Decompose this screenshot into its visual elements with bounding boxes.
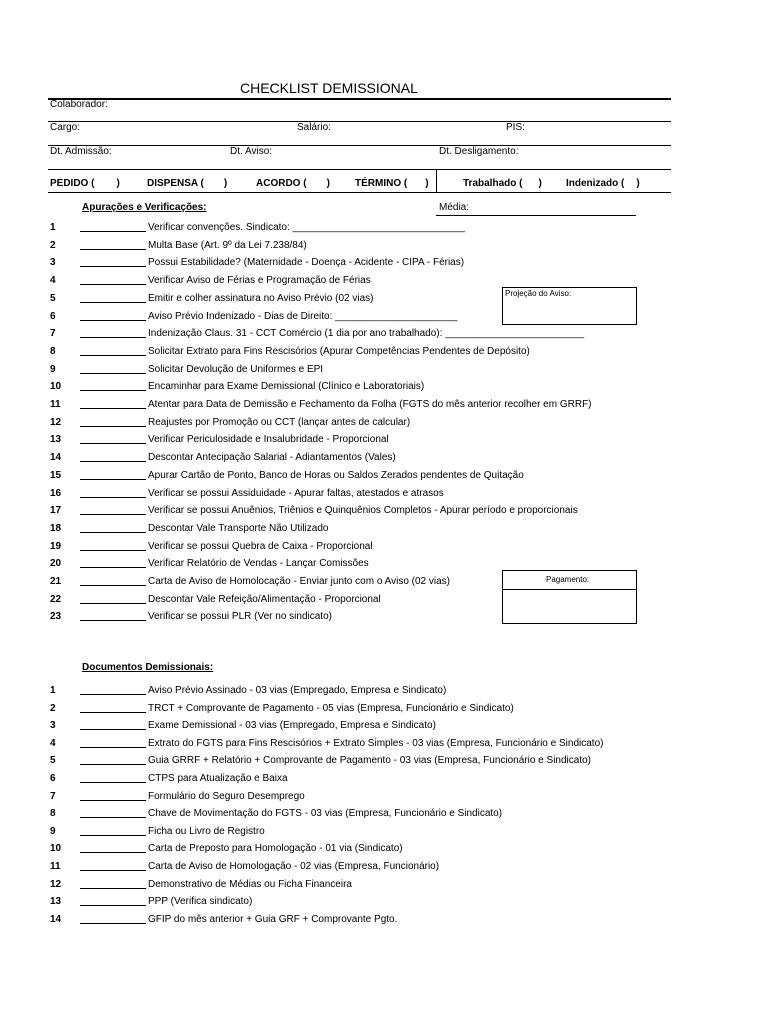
dispensa-option[interactable] — [147, 178, 227, 189]
item-number: 17 — [50, 505, 62, 517]
item-number: 2 — [50, 702, 56, 714]
item-text: Aviso Prévio Indenizado - Dias de Direito: ______________________ — [148, 310, 458, 322]
item-text: Verificar Periculosidade e Insalubridade - Proporcional — [148, 434, 389, 446]
item-number: 11 — [50, 399, 61, 410]
projecao-box[interactable] — [502, 287, 637, 325]
dispensa-label: DISPENSA ( — [147, 178, 204, 189]
list-item — [0, 610, 768, 628]
check-blank[interactable] — [80, 408, 146, 409]
item-text: Chave de Movimentação do FGTS - 03 vias (Empresa, Funcionário e Sindicato) — [148, 808, 503, 820]
list-item — [0, 575, 768, 593]
item-number: 11 — [50, 861, 61, 872]
check-blank[interactable] — [80, 373, 146, 374]
list-item — [0, 860, 768, 878]
item-number: 3 — [50, 257, 56, 269]
item-text: Verificar Relatório de Vendas - Lançar Comissões — [148, 558, 369, 570]
check-blank[interactable] — [80, 747, 146, 748]
check-blank[interactable] — [80, 284, 146, 285]
indenizado-close: ) — [636, 178, 640, 189]
pagamento-divider — [503, 589, 636, 590]
list-item — [0, 878, 768, 896]
item-text: GFIP do mês anterior + Guia GRF + Comprovante Pgto. — [148, 913, 398, 925]
item-text: Carta de Aviso de Homologação - 02 vias (Empresa, Funcionário) — [148, 861, 440, 872]
item-number: 6 — [50, 310, 56, 322]
item-number: 13 — [50, 434, 62, 446]
check-blank[interactable] — [80, 729, 146, 730]
check-blank[interactable] — [80, 712, 146, 713]
check-blank[interactable] — [80, 320, 146, 321]
list-item — [0, 593, 768, 611]
item-number: 4 — [50, 275, 56, 287]
list-item — [0, 292, 768, 310]
item-number: 8 — [50, 808, 56, 820]
item-number: 18 — [50, 522, 62, 534]
item-text: Emitir e colher assinatura no Aviso Prévio (02 vias) — [148, 292, 374, 304]
cargo-label: Cargo: — [50, 122, 81, 133]
check-blank[interactable] — [80, 870, 146, 871]
indenizado-label: Indenizado ( — [566, 178, 625, 189]
colaborador-label: Colaborador: — [50, 99, 108, 110]
check-blank[interactable] — [80, 782, 146, 783]
check-blank[interactable] — [80, 764, 146, 765]
item-number: 19 — [50, 540, 62, 552]
list-item — [0, 274, 768, 292]
item-text: PPP (Verifica sindicato) — [148, 896, 253, 908]
item-number: 23 — [50, 611, 62, 623]
item-text: Verificar se possui Quebra de Caixa - Proporcional — [148, 540, 373, 552]
item-number: 21 — [50, 576, 62, 587]
check-blank[interactable] — [80, 461, 146, 462]
check-blank[interactable] — [80, 567, 146, 568]
list-item — [0, 825, 768, 843]
check-blank[interactable] — [80, 888, 146, 889]
check-blank[interactable] — [80, 249, 146, 250]
check-blank[interactable] — [80, 923, 146, 924]
check-blank[interactable] — [80, 800, 146, 801]
check-blank[interactable] — [80, 694, 146, 695]
list-item — [0, 754, 768, 772]
list-item — [0, 310, 768, 328]
item-number: 1 — [50, 685, 56, 696]
cargo-field-line[interactable] — [48, 145, 671, 146]
list-item — [0, 327, 768, 345]
item-text: Encaminhar para Exame Demissional (Clínico e Laboratoriais) — [148, 381, 425, 393]
list-item — [0, 522, 768, 540]
item-number: 12 — [50, 416, 62, 428]
item-text: Verificar Aviso de Férias e Programação de Férias — [148, 275, 371, 287]
item-text: Carta de Aviso de Homolocação - Enviar junto com o Aviso (02 vias) — [148, 576, 451, 587]
item-text: Verificar se possui Assiduidade - Apurar faltas, atestados e atrasos — [148, 487, 444, 499]
trabalhado-close: ) — [538, 178, 542, 189]
item-text: Formulário do Seguro Desemprego — [148, 790, 305, 802]
item-number: 9 — [50, 825, 56, 837]
check-blank[interactable] — [80, 852, 146, 853]
item-number: 22 — [50, 593, 62, 605]
list-item — [0, 469, 768, 487]
list-item — [0, 540, 768, 558]
dt-desligamento-label: Dt. Desligamento: — [439, 146, 519, 157]
item-number: 4 — [50, 737, 56, 749]
list-item — [0, 239, 768, 257]
check-blank[interactable] — [80, 817, 146, 818]
item-number: 9 — [50, 363, 56, 375]
check-blank[interactable] — [80, 390, 146, 391]
list-item — [0, 913, 768, 931]
check-blank[interactable] — [80, 479, 146, 480]
dt-aviso-label: Dt. Aviso: — [230, 146, 273, 157]
trabalhado-option[interactable] — [463, 178, 542, 189]
item-text: TRCT + Comprovante de Pagamento - 05 vias (Empresa, Funcionário e Sindicato) — [148, 702, 514, 714]
acordo-option[interactable] — [256, 178, 330, 189]
item-number: 5 — [50, 755, 56, 767]
item-number: 7 — [50, 328, 56, 340]
check-blank[interactable] — [80, 497, 146, 498]
item-text: Solicitar Extrato para Fins Rescisórios (Apurar Competências Pendentes de Depósito) — [148, 345, 530, 357]
check-blank[interactable] — [80, 231, 146, 232]
item-text: Extrato do FGTS para Fins Rescisórios + Extrato Simples - 03 vias (Empresa, Funcionário e Sindicato) — [148, 737, 604, 749]
dispensa-close: ) — [223, 178, 228, 189]
title-rule — [48, 98, 671, 100]
item-text: Aviso Prévio Assinado - 03 vias (Empregado, Empresa e Sindicato) — [148, 685, 447, 696]
indenizado-option[interactable] — [566, 178, 640, 189]
check-blank[interactable] — [80, 355, 146, 356]
list-item — [0, 451, 768, 469]
acordo-close: ) — [326, 178, 330, 189]
item-number: 3 — [50, 720, 56, 732]
item-text: Apurar Cartão de Ponto, Banco de Horas ou Saldos Zerados pendentes de Quitação — [148, 469, 524, 481]
list-item — [0, 433, 768, 451]
item-text: Verificar se possui Anuênios, Triênios e Quinquênios Completos - Apurar período e proporcionais — [148, 505, 578, 517]
item-text: Demonstrativo de Médias ou Ficha Financeira — [148, 878, 352, 890]
item-text: Solicitar Devolução de Uniformes e EPI — [148, 363, 324, 375]
check-blank[interactable] — [80, 550, 146, 551]
check-blank[interactable] — [80, 835, 146, 836]
item-number: 14 — [50, 913, 62, 925]
check-blank[interactable] — [80, 514, 146, 515]
apuracoes-heading: Apurações e Verificações: — [82, 202, 207, 213]
colaborador-field-line[interactable] — [48, 121, 671, 122]
item-text: Reajustes por Promoção ou CCT (lançar antes de calcular) — [148, 416, 411, 428]
item-number: 1 — [50, 222, 56, 233]
pagamento-label: Pagamento: — [546, 575, 590, 584]
pedido-label: PEDIDO ( — [50, 178, 95, 189]
item-number: 8 — [50, 345, 56, 357]
list-item — [0, 684, 768, 702]
list-item — [0, 842, 768, 860]
list-item — [0, 363, 768, 381]
list-item — [0, 221, 768, 239]
check-blank[interactable] — [80, 603, 146, 604]
trabalhado-label: Trabalhado ( — [463, 178, 523, 189]
pagamento-box[interactable] — [502, 570, 637, 624]
check-blank[interactable] — [80, 443, 146, 444]
item-text: Carta de Preposto para Homologação - 01 via (Sindicato) — [148, 843, 403, 855]
types-rule — [48, 192, 671, 193]
item-number: 10 — [50, 843, 62, 855]
item-text: Guia GRRF + Relatório + Comprovante de Pagamento - 03 vias (Empresa, Funcionário e Sindicato) — [148, 755, 591, 767]
list-item — [0, 807, 768, 825]
check-blank[interactable] — [80, 905, 146, 906]
list-item — [0, 895, 768, 913]
termino-close: ) — [425, 178, 429, 189]
item-number: 12 — [50, 878, 62, 890]
item-text: Atentar para Data de Demissão e Fechamento da Folha (FGTS do mês anterior recolher em GRRF) — [148, 399, 592, 410]
item-number: 2 — [50, 239, 56, 251]
item-number: 7 — [50, 790, 56, 802]
list-item — [0, 504, 768, 522]
documentos-heading: Documentos Demissionais: — [82, 662, 214, 673]
page-title: CHECKLIST DEMISSIONAL — [240, 80, 418, 96]
list-item — [0, 487, 768, 505]
salario-label: Salário: — [297, 122, 331, 133]
termino-label: TÉRMINO ( — [355, 178, 408, 189]
list-item — [0, 719, 768, 737]
item-text: Verificar se possui PLR (Ver no sindicato) — [148, 611, 332, 623]
dt-admissao-label: Dt. Admissão: — [50, 146, 112, 157]
item-text: Ficha ou Livro de Registro — [148, 825, 265, 837]
media-field-line[interactable] — [436, 215, 636, 216]
item-text: Descontar Antecipação Salarial - Adiantamentos (Vales) — [148, 452, 396, 464]
pedido-close: ) — [116, 178, 120, 189]
item-text: Multa Base (Art. 9º da Lei 7.238/84) — [148, 239, 307, 251]
list-item — [0, 398, 768, 416]
item-number: 10 — [50, 381, 62, 393]
check-blank[interactable] — [80, 302, 146, 303]
list-item — [0, 702, 768, 720]
check-blank[interactable] — [80, 337, 146, 338]
pis-label: PIS: — [506, 122, 525, 133]
list-item — [0, 772, 768, 790]
acordo-label: ACORDO ( — [256, 178, 307, 189]
check-blank[interactable] — [80, 532, 146, 533]
check-blank[interactable] — [80, 620, 146, 621]
item-text: Possui Estabilidade? (Maternidade - Doença - Acidente - CIPA - Férias) — [148, 257, 465, 269]
item-text: Indenização Claus. 31 - CCT Comércio (1 dia por ano trabalhado): _________________________ — [148, 328, 585, 340]
item-text: CTPS para Atualização e Baixa — [148, 773, 288, 784]
pedido-option[interactable] — [50, 178, 120, 189]
item-number: 20 — [50, 558, 62, 570]
list-item — [0, 256, 768, 274]
item-text: Descontar Vale Transporte Não Utilizado — [148, 522, 329, 534]
media-label: Média: — [439, 202, 470, 213]
item-number: 15 — [50, 469, 62, 481]
item-text: Descontar Vale Refeição/Alimentação - Proporcional — [148, 593, 381, 605]
list-item — [0, 380, 768, 398]
termino-option[interactable] — [355, 178, 429, 189]
item-number: 16 — [50, 487, 62, 499]
item-number: 13 — [50, 896, 62, 908]
item-text: Exame Demissional - 03 vias (Empregado, Empresa e Sindicato) — [148, 720, 436, 732]
item-number: 14 — [50, 452, 62, 464]
list-item — [0, 416, 768, 434]
projecao-label: Projeção do Aviso: — [505, 289, 572, 298]
check-blank[interactable] — [80, 266, 146, 267]
item-number: 6 — [50, 773, 56, 784]
list-item — [0, 557, 768, 575]
list-item — [0, 345, 768, 363]
types-divider — [436, 169, 437, 192]
list-item — [0, 790, 768, 808]
list-item — [0, 737, 768, 755]
check-blank[interactable] — [80, 585, 146, 586]
item-text: Verificar convenções. Sindicato: _______________________________ — [148, 222, 465, 233]
item-number: 5 — [50, 292, 56, 304]
check-blank[interactable] — [80, 426, 146, 427]
dates-field-line[interactable] — [48, 169, 671, 170]
